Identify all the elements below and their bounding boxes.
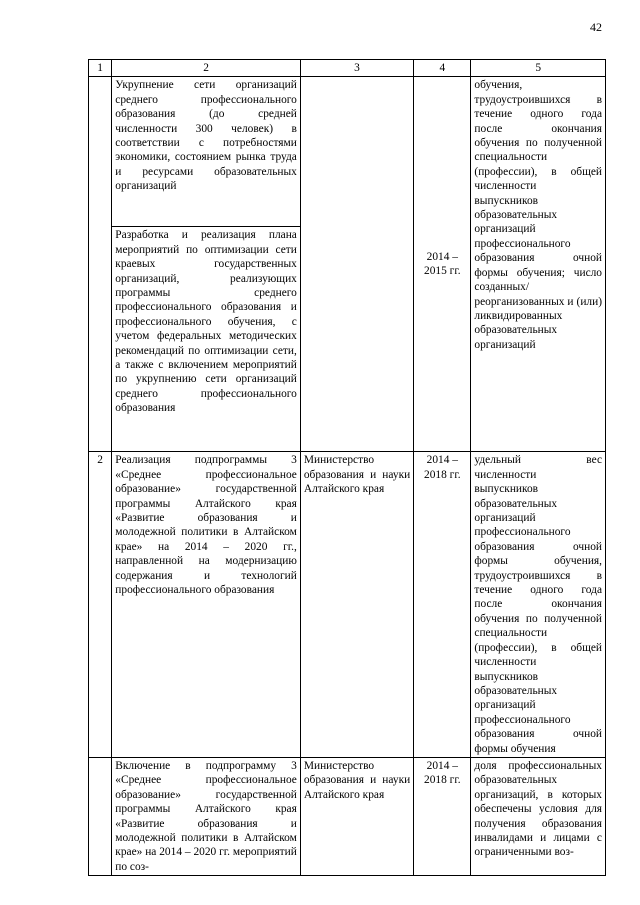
period-cell: 2014 – 2018 гг. — [414, 757, 471, 875]
plan-table — [88, 59, 606, 876]
executor-cell: Министерство образования и науки Алтайского края — [300, 757, 413, 875]
period-cell: 2014 – 2015 гг. — [414, 77, 471, 452]
activity-cell: Разработка и реализация плана мероприятий по оптимизации сети краевых государственных организаций, реализующих программы среднего профессионального образования и профессионального обучения, с учетом федеральных методических рекомендаций по оптимизации сети, а также с включением мероприятий по укрупнению сети организаций среднего профессионального образования — [112, 227, 301, 452]
header-col-1: 1 — [89, 60, 112, 77]
row-number-cell: 2 — [89, 452, 112, 758]
header-row — [89, 60, 606, 77]
table-row — [89, 452, 606, 758]
table-row — [89, 757, 606, 875]
header-col-5: 5 — [471, 60, 606, 77]
header-col-3: 3 — [300, 60, 413, 77]
activity-cell: Реализация подпрограммы 3 «Среднее профессиональное образование» государственной программы Алтайского края «Развитие образования и молодежной политики в Алтайском крае» на 2014 – 2020 гг., направленной на модернизацию содержания и технологий профессионального образования — [112, 452, 301, 758]
executor-cell — [300, 77, 413, 452]
activity-cell: Укрупнение сети организаций среднего профессионального образования (до средней численности 300 человек) в соответствии с потребностями экономики, состоянием рынка труда и ресурсами образовательных организаций — [112, 77, 301, 227]
row-number-cell — [89, 757, 112, 875]
indicator-cell: удельный вес численности выпускников образовательных организаций профессионального образования очной формы обучения, трудоустроившихся в течение одного года после окончания обучения по полученной специальности (профессии), в общей численности выпускников образовательных организаций профессионального образования очной формы обучения — [471, 452, 606, 758]
indicator-cell: обучения, трудоустроившихся в течение одного года после окончания обучения по полученной специальности (профессии), в общей численности выпускников образовательных организаций профессионального образования очной формы обучения; число созданных/реорганизованных и (или) ликвидированных образовательных организаций — [471, 77, 606, 452]
table-row — [89, 77, 606, 227]
row-number-cell — [89, 77, 112, 452]
header-col-2: 2 — [112, 60, 301, 77]
activity-cell: Включение в подпрограмму 3 «Среднее профессиональное образование» государственной программы Алтайского края «Развитие образования и молодежной политики в Алтайском крае» на 2014 – 2020 гг. мероприятий по соз- — [112, 757, 301, 875]
header-col-4: 4 — [414, 60, 471, 77]
executor-cell: Министерство образования и науки Алтайского края — [300, 452, 413, 758]
indicator-cell: доля профессиональных образовательных организаций, в которых обеспечены условия для получения образования инвалидами и лицами с ограниченными воз- — [471, 757, 606, 875]
period-cell: 2014 – 2018 гг. — [414, 452, 471, 758]
page-number: 42 — [590, 20, 602, 34]
